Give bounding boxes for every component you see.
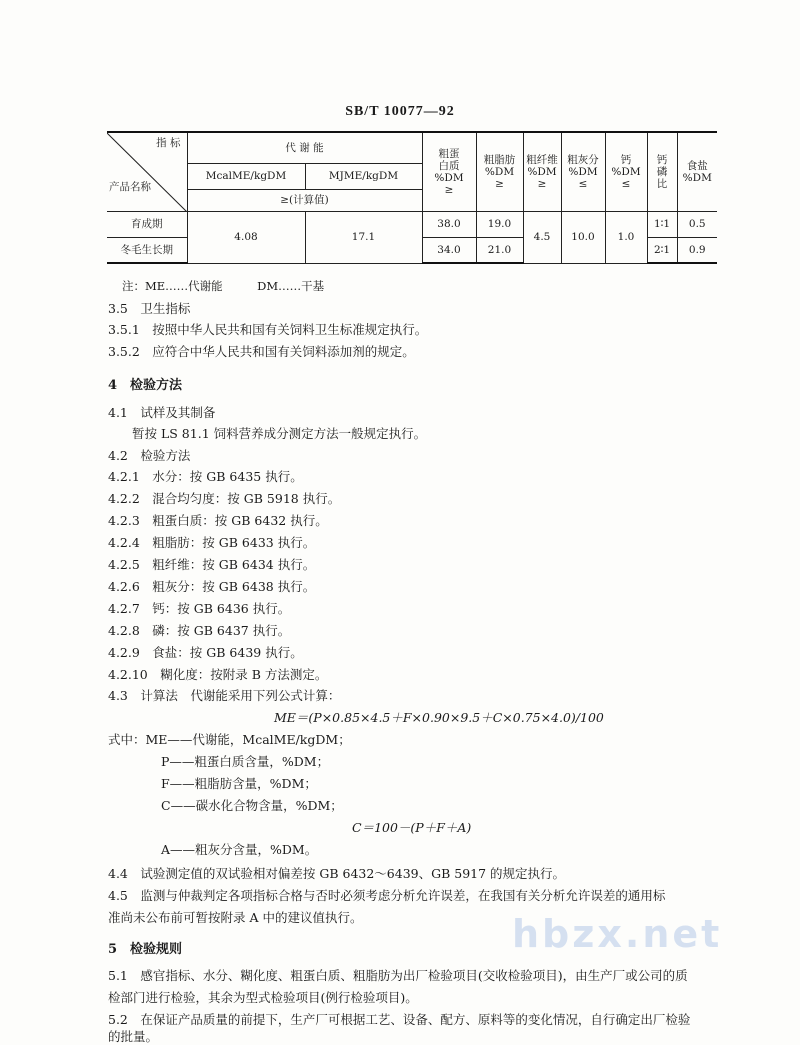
cell-salt-winter: 0.9: [677, 237, 717, 263]
nutrient-table: [107, 131, 717, 264]
ca-p-ratio-header: 钙 磷 比: [647, 132, 677, 211]
formula-c: C——碳水化合物含量，%DM；: [161, 798, 343, 813]
clause-4-2-9: 4.2.9 食盐：按 GB 6439 执行。: [108, 645, 303, 660]
formula-a: A——粗灰分含量，%DM。: [161, 842, 318, 857]
clause-5-2-line2: 的批量。: [108, 1029, 159, 1044]
clause-3-5-2: 3.5.2 应符合中华人民共和国有关饲料添加剂的规定。: [108, 344, 415, 359]
clause-4-2-10: 4.2.10 糊化度：按附录 B 方法测定。: [108, 667, 328, 682]
me-formula: ME＝(P×0.85×4.5＋F×0.90×9.5＋C×0.75×4.0)/100: [274, 710, 604, 725]
section-4-heading: 4 检验方法: [108, 378, 183, 393]
row-name-winter: 冬毛生长期: [107, 237, 187, 263]
calc-value-header: ≥(计算值): [187, 189, 422, 211]
clause-4-2-8: 4.2.8 磷：按 GB 6437 执行。: [108, 623, 291, 638]
salt-header: 食盐 %DM: [677, 132, 717, 211]
section-5-heading: 5 检验规则: [108, 942, 183, 957]
formula-f: F——粗脂肪含量，%DM；: [161, 776, 317, 791]
cell-calcium: 1.0: [605, 211, 647, 263]
mj-unit-header: MJME/kgDM: [305, 163, 422, 189]
cell-fat-growth: 19.0: [476, 211, 523, 237]
cell-ratio-growth: 1∶1: [647, 211, 677, 237]
clause-4-5-line1: 4.5 监测与仲裁判定各项指标合格与否时必须考虑分析允许误差，在我国有关分析允许误差的通用标: [108, 888, 666, 903]
fat-header: 粗脂肪 %DM ≥: [476, 132, 523, 211]
cell-protein-winter: 34.0: [422, 237, 476, 263]
fiber-header: 粗纤维 %DM ≥: [523, 132, 561, 211]
calcium-header: 钙 %DM ≤: [605, 132, 647, 211]
clause-4-2-4: 4.2.4 粗脂肪：按 GB 6433 执行。: [108, 535, 316, 550]
cell-protein-growth: 38.0: [422, 211, 476, 237]
diag-top-label: 指 标: [156, 137, 181, 149]
document-header: SB/T 10077—92: [345, 104, 455, 119]
clause-4-3: 4.3 计算法 代谢能采用下列公式计算：: [108, 688, 341, 703]
cell-ash: 10.0: [561, 211, 605, 263]
cell-fat-winter: 21.0: [476, 237, 523, 263]
clause-5-1-line1: 5.1 感官指标、水分、糊化度、粗蛋白质、粗脂肪为出厂检验项目(交收检验项目)，由生产厂或公司的质: [108, 968, 688, 983]
clause-4-1-body: 暂按 LS 81.1 饲料营养成分测定方法一般规定执行。: [132, 426, 427, 441]
clause-4-2-7: 4.2.7 钙：按 GB 6436 执行。: [108, 601, 291, 616]
cell-fiber: 4.5: [523, 211, 561, 263]
clause-4-2-6: 4.2.6 粗灰分：按 GB 6438 执行。: [108, 579, 316, 594]
clause-4-5-line2: 准尚未公布前可暂按附录 A 中的建议值执行。: [108, 910, 363, 925]
clause-5-2-line1: 5.2 在保证产品质量的前提下，生产厂可根据工艺、设备、配方、原料等的变化情况，自行确定出厂检验: [108, 1012, 691, 1027]
table-note: 注：ME……代谢能 DM……干基: [122, 279, 325, 293]
watermark-logo: hbzx.net: [512, 912, 723, 956]
formula-where: 式中：ME——代谢能，McalME/kgDM；: [108, 732, 351, 747]
diag-bottom-label: 产品名称: [109, 181, 151, 194]
cell-ratio-winter: 2∶1: [647, 237, 677, 263]
section-3-5: 3.5 卫生指标: [108, 301, 191, 316]
cell-salt-growth: 0.5: [677, 211, 717, 237]
clause-4-2-5: 4.2.5 粗纤维：按 GB 6434 执行。: [108, 557, 316, 572]
cell-mj: 17.1: [305, 211, 422, 263]
diagonal-header-cell: [107, 132, 187, 211]
protein-header: 粗蛋 白质 %DM ≥: [422, 132, 476, 211]
clause-4-2: 4.2 检验方法: [108, 448, 191, 463]
clause-4-2-1: 4.2.1 水分：按 GB 6435 执行。: [108, 469, 303, 484]
clause-4-4: 4.4 试验测定值的双试验相对偏差按 GB 6432～6439、GB 5917 的规定执行。: [108, 866, 566, 881]
cell-mcal: 4.08: [187, 211, 305, 263]
clause-5-1-line2: 检部门进行检验，其余为型式检验项目(例行检验项目)。: [108, 990, 418, 1005]
c-formula: C＝100－(P＋F＋A): [352, 820, 472, 835]
clause-4-2-3: 4.2.3 粗蛋白质：按 GB 6432 执行。: [108, 513, 328, 528]
clause-3-5-1: 3.5.1 按照中华人民共和国有关饲料卫生标准规定执行。: [108, 322, 428, 337]
mcal-unit-header: McalME/kgDM: [187, 163, 305, 189]
ash-header: 粗灰分 %DM ≤: [561, 132, 605, 211]
clause-4-2-2: 4.2.2 混合均匀度：按 GB 5918 执行。: [108, 491, 341, 506]
formula-p: P——粗蛋白质含量，%DM；: [161, 754, 330, 769]
metabolic-energy-header: 代 谢 能: [187, 132, 422, 163]
clause-4-1: 4.1 试样及其制备: [108, 405, 216, 420]
row-name-growth: 育成期: [107, 211, 187, 237]
